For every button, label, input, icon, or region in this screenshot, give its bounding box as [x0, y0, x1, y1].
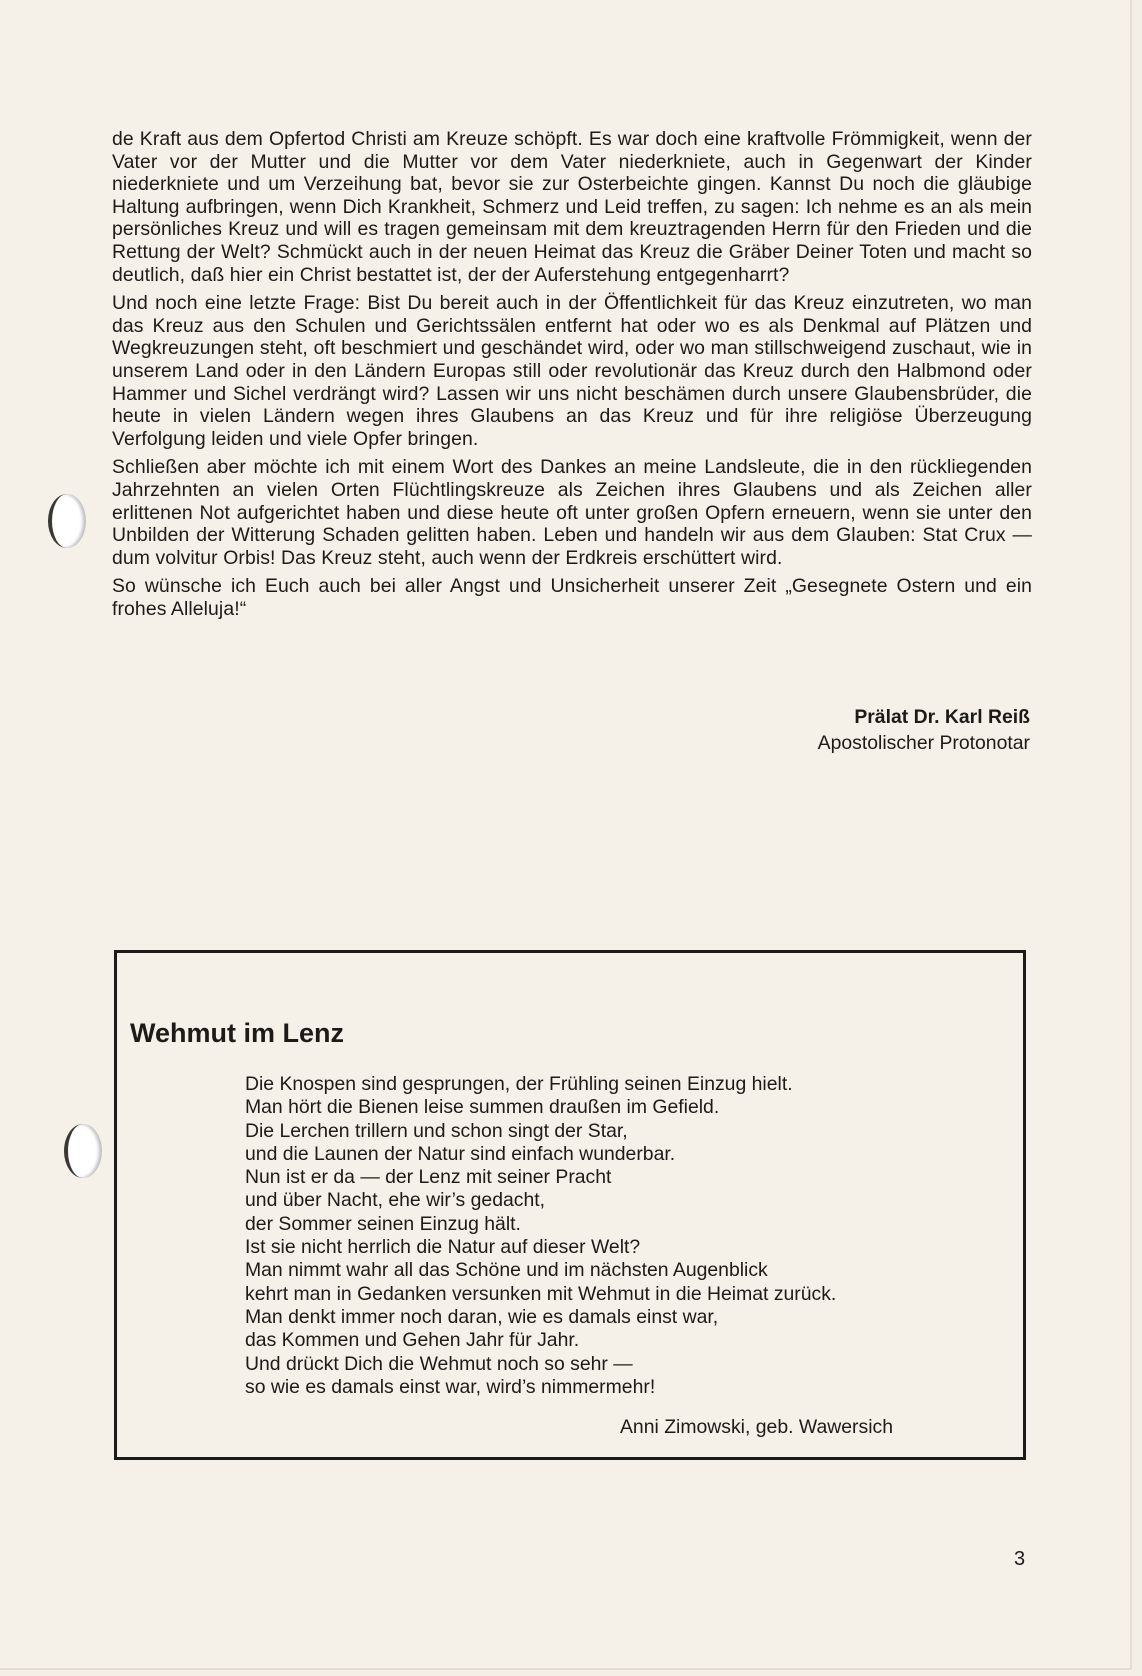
punch-hole-upper: [48, 494, 86, 548]
poem-author: Anni Zimowski, geb. Wawersich: [620, 1416, 893, 1438]
poem-line: Die Knospen sind gesprungen, der Frühling seinen Einzug hielt.: [245, 1073, 793, 1095]
poem-line: Man hört die Bienen leise summen draußen im Gefield.: [245, 1096, 720, 1119]
poem-line: so wie es damals einst war, wird’s nimmermehr!: [245, 1375, 656, 1398]
poem-line: Man nimmt wahr all das Schöne und im nächsten Augenblick: [245, 1259, 768, 1282]
poem-line: Nun ist er da — der Lenz mit seiner Pracht: [245, 1166, 612, 1189]
poem-title: Wehmut im Lenz: [130, 1018, 345, 1048]
poem-line: das Kommen und Gehen Jahr für Jahr.: [245, 1329, 580, 1352]
article-body: [112, 128, 1032, 626]
poem-line: Die Lerchen trillern und schon singt der Star,: [245, 1119, 628, 1142]
signature-name: Prälat Dr. Karl Reiß: [854, 706, 1030, 728]
poem-line: und die Launen der Natur sind einfach wunderbar.: [245, 1142, 676, 1165]
page-number: 3: [1014, 1548, 1026, 1570]
poem-line: Man denkt immer noch daran, wie es damals einst war,: [245, 1305, 719, 1328]
poem-line: Ist sie nicht herrlich die Natur auf dieser Welt?: [245, 1236, 641, 1259]
poem-line: der Sommer seinen Einzug hält.: [245, 1212, 521, 1235]
signature-block: [680, 704, 1030, 756]
paragraph: Und noch eine letzte Frage: Bist Du bereit auch in der Öffentlichkeit für das Kreuz einzutreten, wo man das Kreuz aus den Schulen und Gerichtssälen entfernt hat oder wo es als Denkmal auf Plätzen und Wegkreuzungen steht, oft beschmiert und geschändet wird, oder wo man stillschweigend zuschaut, wie in unserem Land oder in den Ländern Europas still oder revolutionär das Kreuz durch den Halbmond oder Hammer und Sichel verdrängt wird? Lassen wir uns nicht beschämen durch unsere Glaubensbrüder, die heute in vielen Ländern wegen ihres Glaubens an das Kreuz und für ihre religiöse Überzeugung Verfolgung leiden und viele Opfer bringen.: [112, 292, 1032, 450]
poem-line: und über Nacht, ehe wir’s gedacht,: [245, 1189, 546, 1212]
punch-hole-lower: [64, 1124, 102, 1178]
poem-line: Und drückt Dich die Wehmut noch so sehr —: [245, 1352, 633, 1375]
signature-title: Apostolischer Protonotar: [817, 732, 1030, 754]
paragraph: Schließen aber möchte ich mit einem Wort des Dankes an meine Landsleute, die in den rückliegenden Jahrzehnten an vielen Orten Flüchtlingskreuze als Zeichen ihres Glaubens und als Zeichen aller erlittenen Not aufgerichtet haben und diese heute oft unter großen Opfern erneuern, wenn sie unter den Unbilden der Witterung Schaden gelitten haben. Leben und handeln wir aus dem Glauben: Stat Crux — dum volvitur Orbis! Das Kreuz steht, auch wenn der Erdkreis erschüttert wird.: [112, 456, 1032, 569]
poem-body: [245, 1073, 1005, 1399]
paragraph: de Kraft aus dem Opfertod Christi am Kreuze schöpft. Es war doch eine kraftvolle Frömmigkeit, wenn der Vater vor der Mutter und die Mutter vor dem Vater niederkniete, auch in Gegenwart der Kinder niederkniete und um Verzeihung bat, bevor sie zur Osterbeichte gingen. Kannst Du noch die gläubige Haltung aufbringen, wenn Dich Krankheit, Schmerz und Leid treffen, zu sagen: Ich nehme es an als mein persönliches Kreuz und will es tragen gemeinsam mit dem kreuztragenden Herrn für den Frieden und die Rettung der Welt? Schmückt auch in der neuen Heimat das Kreuz die Gräber Deiner Toten und macht so deutlich, daß hier ein Christ bestattet ist, der der Auferstehung entgegenharrt?: [112, 128, 1032, 286]
poem-line: kehrt man in Gedanken versunken mit Wehmut in die Heimat zurück.: [245, 1282, 837, 1305]
paragraph: So wünsche ich Euch auch bei aller Angst und Unsicherheit unserer Zeit „Gesegnete Ostern und ein frohes Alleluja!“: [112, 575, 1032, 620]
